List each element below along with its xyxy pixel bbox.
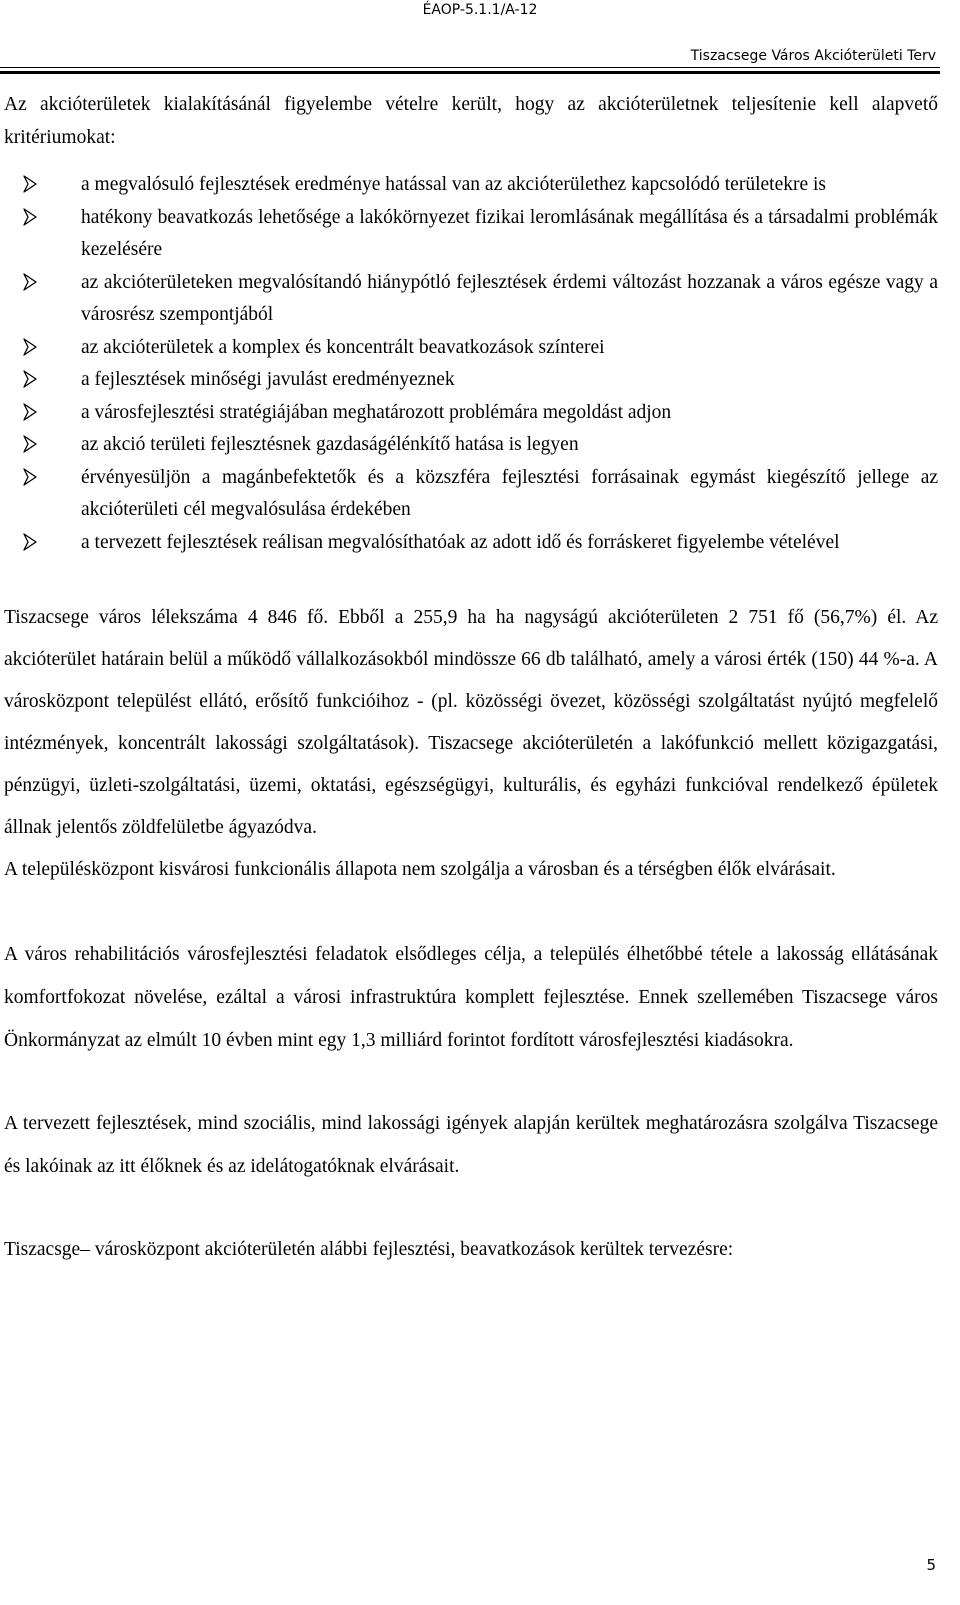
list-item-text: hatékony beavatkozás lehetősége a lakókörnyezet fizikai leromlásának megállítása és a társadalmi problémák kezelésére (81, 206, 938, 260)
interventions-intro-paragraph: Tiszacsge– városközpont akcióterületén alábbi fejlesztési, beavatkozások kerültek tervezésre: (4, 1239, 734, 1260)
planned-developments-paragraph: A tervezett fejlesztések, mind szociális, mind lakossági igények alapján kerültek meghatározásra szolgálva Tiszacsege és lakóinak az itt élőknek és az idelátogatóknak elvárásait. (4, 1113, 938, 1177)
list-item (4, 332, 938, 365)
arrowhead-bullet-icon (23, 533, 37, 551)
rehabilitation-goal-paragraph: A város rehabilitációs városfejlesztési feladatok elsődleges célja, a település élhetőbbé tétele a lakosság ellátásának komfortfokozat növelése, ezáltal a városi infrastruktúra komplett fejlesztése. Ennek szellemében Tiszacsege város Önkormányzat az elmúlt 10 évben mint egy 1,3 milliárd forintot fordított városfejlesztési kiadásokra. (4, 944, 938, 1051)
list-item-text: a tervezett fejlesztések reálisan megvalósíthatóak az adott idő és forráskeret figyelembe vételével (81, 531, 840, 553)
list-item-text: érvényesüljön a magánbefektetők és a közszféra fejlesztési forrásainak egymást kiegészítő jellege az akcióterületi cél megvalósulása érdekében (81, 466, 938, 520)
list-item (4, 397, 938, 430)
list-item-text: a fejlesztések minőségi javulást eredményeznek (81, 369, 455, 390)
arrowhead-bullet-icon (23, 338, 37, 356)
arrowhead-bullet-icon (23, 273, 37, 291)
arrowhead-bullet-icon (23, 175, 37, 193)
document-body (4, 88, 938, 1271)
list-item (4, 462, 938, 527)
arrowhead-bullet-icon (23, 403, 37, 421)
header-project-code: ÉAOP-5.1.1/A-12 (422, 2, 538, 18)
list-item (4, 364, 938, 397)
list-item-text: az akcióterületek a komplex és koncentrált beavatkozások színterei (81, 336, 605, 358)
header-rule-thick (0, 71, 940, 74)
list-item (4, 527, 938, 560)
list-item-text: a városfejlesztési stratégiájában meghatározott problémára megoldást adjon (81, 401, 672, 423)
arrowhead-bullet-icon (23, 468, 37, 486)
list-item (4, 202, 938, 267)
list-item-text: a megvalósuló fejlesztések eredménye hatással van az akcióterülethez kapcsolódó területekre is (81, 174, 827, 195)
arrowhead-bullet-icon (23, 370, 37, 388)
list-item (4, 169, 938, 202)
arrowhead-bullet-icon (23, 435, 37, 453)
intro-paragraph: Az akcióterületek kialakításánál figyelembe vételre került, hogy az akcióterületnek teljesítenie kell alapvető kritériumokat: (4, 94, 938, 148)
list-item-text: az akcióterületeken megvalósítandó hiánypótló fejlesztések érdemi változást hozzanak a város egésze vagy a városrész szempontjából (81, 271, 938, 325)
list-item (4, 267, 938, 332)
criteria-list (4, 169, 938, 559)
header-rule-thin (0, 67, 940, 68)
list-item-text: az akció területi fejlesztésnek gazdaságélénkítő hatása is legyen (81, 434, 579, 455)
list-item (4, 429, 938, 462)
arrowhead-bullet-icon (23, 208, 37, 226)
page-number: 5 (926, 1556, 936, 1574)
population-paragraph: Tiszacsege város lélekszáma 4 846 fő. Ebből a 255,9 ha ha nagyságú akcióterületen 2 751 fő (56,7%) él. Az akcióterület határain belül a működő vállalkozásokból mindössze 66 db található, amely a városi érték (150) 44 %-a. A városközpont települést ellátó, erősítő funkcióihoz - (pl. közösségi övezet, közösségi szolgáltatást nyújtó megfelelő intézmények, koncentrált lakossági szolgáltatások). Tiszacsege akcióterületén a lakófunkció mellett közigazgatási, pénzügyi, üzleti-szolgáltatási, üzemi, oktatási, egészségügyi, kulturális, és egyházi funkcióval rendelkező épületek állnak jelentős zöldfelületbe ágyazódva. (4, 607, 938, 838)
header-document-title: Tiszacsege Város Akcióterületi Terv (690, 48, 936, 64)
town-center-paragraph: A településközpont kisvárosi funkcionális állapota nem szolgálja a városban és a térségben élők elvárásait. (4, 859, 836, 880)
